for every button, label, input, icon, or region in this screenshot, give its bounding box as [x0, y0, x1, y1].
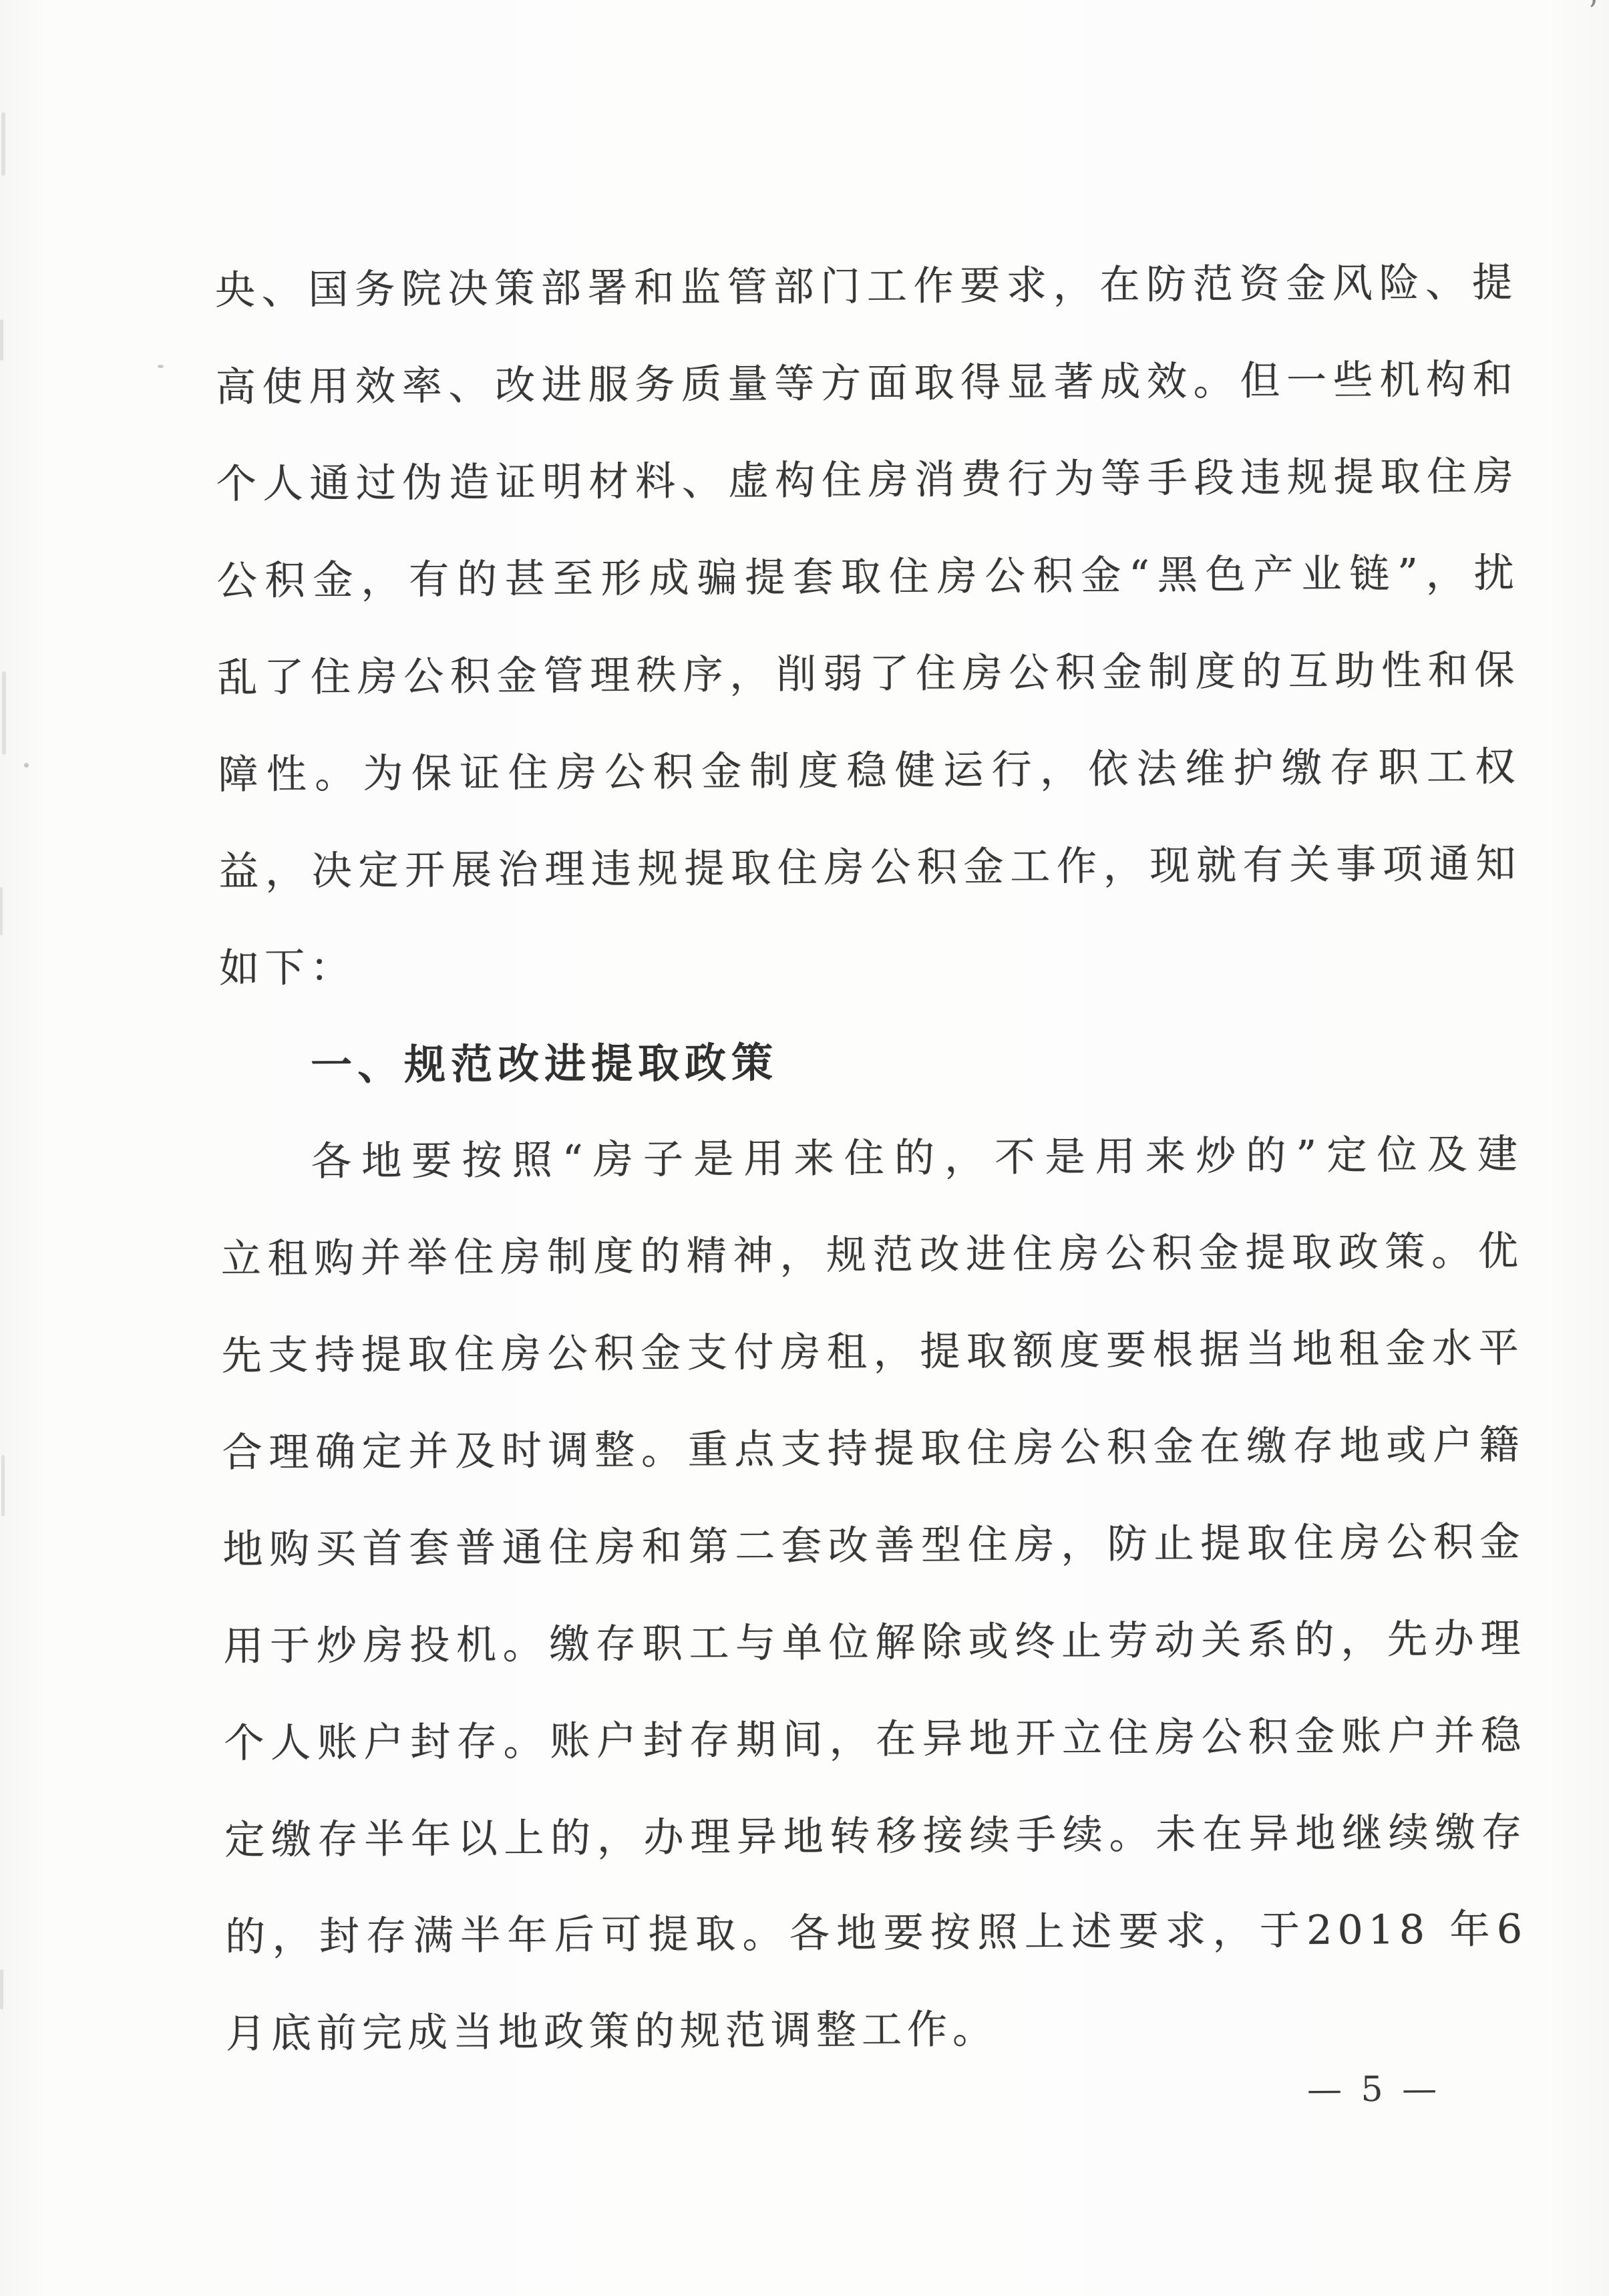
- body-line: 地购买首套普通住房和第二套改善型住房，防止提取住房公积金: [222, 1518, 1526, 1573]
- body-line: 的，封存满半年后可提取。各地要按照上述要求，于2018 年6: [224, 1906, 1528, 1961]
- body-line: 用于炒房投机。缴存职工与单位解除或终止劳动关系的，先办理: [223, 1615, 1526, 1670]
- body-line: 个人通过伪造证明材料、虚构住房消费行为等手段违规提取住房: [216, 453, 1519, 508]
- scan-artifact: [1, 1455, 5, 1516]
- scan-speck: [24, 763, 29, 768]
- scan-artifact: [0, 887, 3, 935]
- page-number: — 5 —: [1306, 2069, 1441, 2110]
- body-line: 如下：: [219, 944, 356, 992]
- scan-speck: [158, 365, 164, 368]
- body-line: 个人账户封存。账户封存期间，在异地开立住房公积金账户并稳: [224, 1712, 1527, 1767]
- body-line: 先支持提取住房公积金支付房租，提取额度要根据当地租金水平: [221, 1325, 1524, 1379]
- body-line: 定缴存半年以上的，办理异地转移接续手续。未在异地继续缴存: [224, 1809, 1528, 1864]
- section-heading: 一、规范改进提取政策: [310, 1037, 779, 1090]
- body-line: 各地要按照“房子是用来住的，不是用来炒的”定位及建: [311, 1131, 1524, 1186]
- body-line: 立租购并举住房制度的精神，规范改进住房公积金提取政策。优: [220, 1228, 1524, 1283]
- scan-artifact: [0, 1969, 3, 2009]
- document-body: [215, 234, 1529, 2083]
- body-line: 高使用效率、改进服务质量等方面取得显著成效。但一些机构和: [215, 356, 1519, 411]
- body-line: 合理确定并及时调整。重点支持提取住房公积金在缴存地或户籍: [222, 1422, 1525, 1476]
- body-line: 障性。为保证住房公积金制度稳健运行，依法维护缴存职工权: [218, 744, 1521, 798]
- scan-artifact: [0, 319, 3, 361]
- scan-artifact: [2, 671, 6, 755]
- body-line: 月底前完成当地政策的规范调整工作。: [225, 2005, 999, 2058]
- body-line: 公积金，有的甚至形成骗提套取住房公积金“黑色产业链”，扰: [216, 550, 1519, 605]
- scan-artifact: [1, 112, 5, 176]
- body-line: 益，决定开展治理违规提取住房公积金工作，现就有关事项通知: [218, 840, 1522, 895]
- body-line: 央、国务院决策部署和监管部门工作要求，在防范资金风险、提: [214, 259, 1518, 314]
- stray-mark: ’: [1588, 0, 1598, 29]
- body-line: 乱了住房公积金管理秩序，削弱了住房公积金制度的互助性和保: [217, 647, 1520, 701]
